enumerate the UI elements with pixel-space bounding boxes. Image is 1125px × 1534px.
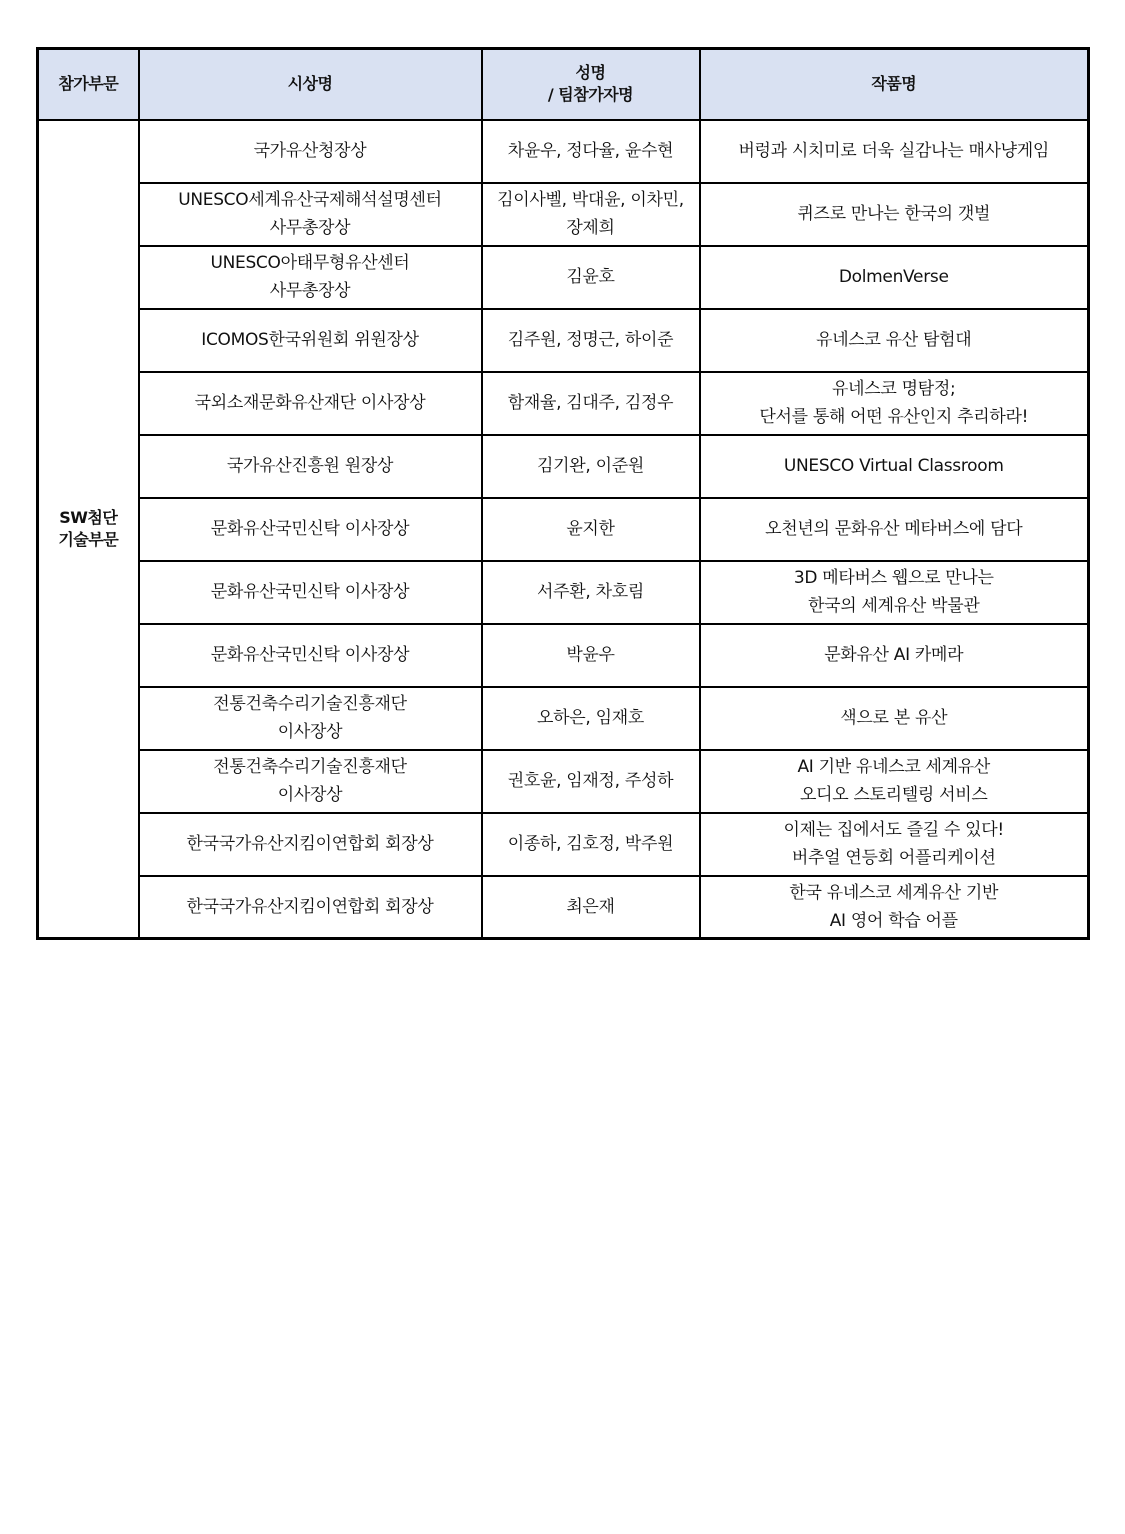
table-row	[38, 309, 1089, 372]
names-cell-line: 윤지한	[566, 519, 615, 539]
names-cell-line: 장제희	[566, 218, 615, 238]
names-cell	[482, 624, 700, 687]
work-cell-line: 문화유산 AI 카메라	[824, 645, 964, 665]
names-cell-line: 오하은, 임재호	[537, 708, 644, 728]
work-cell-line: 퀴즈로 만나는 한국의 갯벌	[797, 204, 991, 224]
table-row	[38, 120, 1089, 183]
work-cell-line: 오천년의 문화유산 메타버스에 담다	[765, 519, 1023, 539]
names-cell	[482, 183, 700, 246]
names-cell	[482, 750, 700, 813]
names-cell-line: 서주환, 차호림	[537, 582, 644, 602]
award-cell	[139, 624, 482, 687]
work-cell-line: DolmenVerse	[838, 267, 949, 287]
names-cell-line: 김기완, 이준원	[537, 456, 644, 476]
table-row	[38, 498, 1089, 561]
award-cell-line: UNESCO세계유산국제해석설명센터	[178, 190, 442, 210]
award-cell-line: 사무총장상	[269, 218, 351, 238]
header-category: 참가부문	[38, 49, 139, 120]
work-cell-line: 색으로 본 유산	[840, 708, 948, 728]
names-cell-line: 김윤호	[566, 267, 615, 287]
work-cell-line: 오디오 스토리텔링 서비스	[799, 785, 988, 805]
table-body	[38, 120, 1089, 939]
award-cell-line: 전통건축수리기술진흥재단	[213, 757, 407, 777]
table-row	[38, 624, 1089, 687]
award-cell-line: UNESCO아태무형유산센터	[210, 253, 410, 273]
table-row	[38, 813, 1089, 876]
category-line2: 기술부문	[58, 529, 119, 549]
award-cell-line: 문화유산국민신탁 이사장상	[210, 582, 410, 602]
table-row	[38, 876, 1089, 939]
work-cell-line: 한국 유네스코 세계유산 기반	[789, 882, 999, 903]
work-cell	[700, 750, 1089, 813]
award-cell	[139, 687, 482, 750]
table-row	[38, 750, 1089, 813]
names-cell	[482, 876, 700, 939]
names-cell-line: 김이사벨, 박대윤, 이차민,	[497, 190, 684, 210]
names-cell	[482, 246, 700, 309]
award-cell	[139, 813, 482, 876]
award-cell	[139, 876, 482, 939]
names-cell	[482, 435, 700, 498]
names-cell-line: 박윤우	[566, 645, 615, 665]
award-cell-line: 문화유산국민신탁 이사장상	[210, 519, 410, 539]
award-cell-line: 국가유산진흥원 원장상	[226, 456, 394, 476]
table-row	[38, 435, 1089, 498]
award-cell-line: 이사장상	[277, 722, 343, 742]
category-cell	[38, 120, 139, 939]
table-row	[38, 246, 1089, 309]
names-cell-line: 함재율, 김대주, 김정우	[507, 393, 674, 413]
names-cell	[482, 687, 700, 750]
table-row	[38, 687, 1089, 750]
category-line1: SW첨단	[59, 507, 118, 527]
work-cell	[700, 372, 1089, 435]
work-cell	[700, 309, 1089, 372]
table-row	[38, 183, 1089, 246]
award-cell-line: 국외소재문화유산재단 이사장상	[194, 393, 426, 413]
header-names	[482, 49, 700, 120]
names-cell	[482, 813, 700, 876]
award-cell-line: 국가유산청장상	[253, 141, 367, 161]
header-names-line2: / 팀참가자명	[547, 85, 634, 105]
award-cell-line: 문화유산국민신탁 이사장상	[210, 645, 410, 665]
work-cell-line: 유네스코 유산 탐험대	[816, 330, 972, 350]
award-cell-line: 전통건축수리기술진흥재단	[213, 694, 407, 714]
table-row	[38, 561, 1089, 624]
award-cell-line: 이사장상	[277, 785, 343, 805]
work-cell-line: 단서를 통해 어떤 유산인지 추리하라!	[759, 407, 1029, 427]
award-cell	[139, 246, 482, 309]
award-cell	[139, 435, 482, 498]
award-cell	[139, 183, 482, 246]
names-cell	[482, 372, 700, 435]
work-cell-line: AI 기반 유네스코 세계유산	[797, 757, 991, 777]
names-cell-line: 최은재	[566, 896, 615, 917]
work-cell	[700, 687, 1089, 750]
award-cell-line: 사무총장상	[269, 281, 351, 301]
work-cell-line: AI 영어 학습 어플	[829, 910, 958, 931]
award-cell	[139, 309, 482, 372]
work-cell	[700, 120, 1089, 183]
award-cell	[139, 372, 482, 435]
work-cell	[700, 561, 1089, 624]
work-cell-line: 이제는 집에서도 즐길 수 있다!	[783, 820, 1004, 840]
work-cell-line: UNESCO Virtual Classroom	[783, 456, 1004, 476]
names-cell	[482, 498, 700, 561]
names-cell-line: 김주원, 정명근, 하이준	[507, 330, 674, 350]
header-work: 작품명	[700, 49, 1089, 120]
work-cell	[700, 813, 1089, 876]
work-cell-line: 버추얼 연등회 어플리케이션	[791, 848, 996, 868]
award-cell	[139, 120, 482, 183]
awards-table	[36, 47, 1090, 940]
award-cell-line: 한국국가유산지킴이연합회 회장상	[186, 834, 434, 854]
work-cell	[700, 876, 1089, 939]
names-cell	[482, 120, 700, 183]
table-header-row	[38, 49, 1089, 120]
work-cell-line: 유네스코 명탐정;	[832, 379, 956, 399]
work-cell	[700, 435, 1089, 498]
table-row	[38, 372, 1089, 435]
award-cell-line: 한국국가유산지킴이연합회 회장상	[186, 896, 434, 917]
names-cell-line: 권호윤, 임재정, 주성하	[507, 771, 674, 791]
names-cell-line: 차윤우, 정다율, 윤수현	[507, 141, 674, 161]
award-cell	[139, 561, 482, 624]
work-cell	[700, 183, 1089, 246]
work-cell-line: 버렁과 시치미로 더욱 실감나는 매사냥게임	[738, 141, 1050, 161]
award-cell-line: ICOMOS한국위원회 위원장상	[201, 330, 419, 350]
names-cell-line: 이종하, 김호정, 박주원	[507, 834, 674, 854]
work-cell-line: 3D 메타버스 웹으로 만나는	[793, 568, 994, 588]
work-cell-line: 한국의 세계유산 박물관	[808, 596, 980, 616]
work-cell	[700, 624, 1089, 687]
award-cell	[139, 750, 482, 813]
header-names-line1: 성명	[575, 63, 606, 83]
awards-table-container	[36, 47, 1087, 940]
names-cell	[482, 561, 700, 624]
header-award: 시상명	[139, 49, 482, 120]
award-cell	[139, 498, 482, 561]
work-cell	[700, 498, 1089, 561]
work-cell	[700, 246, 1089, 309]
names-cell	[482, 309, 700, 372]
